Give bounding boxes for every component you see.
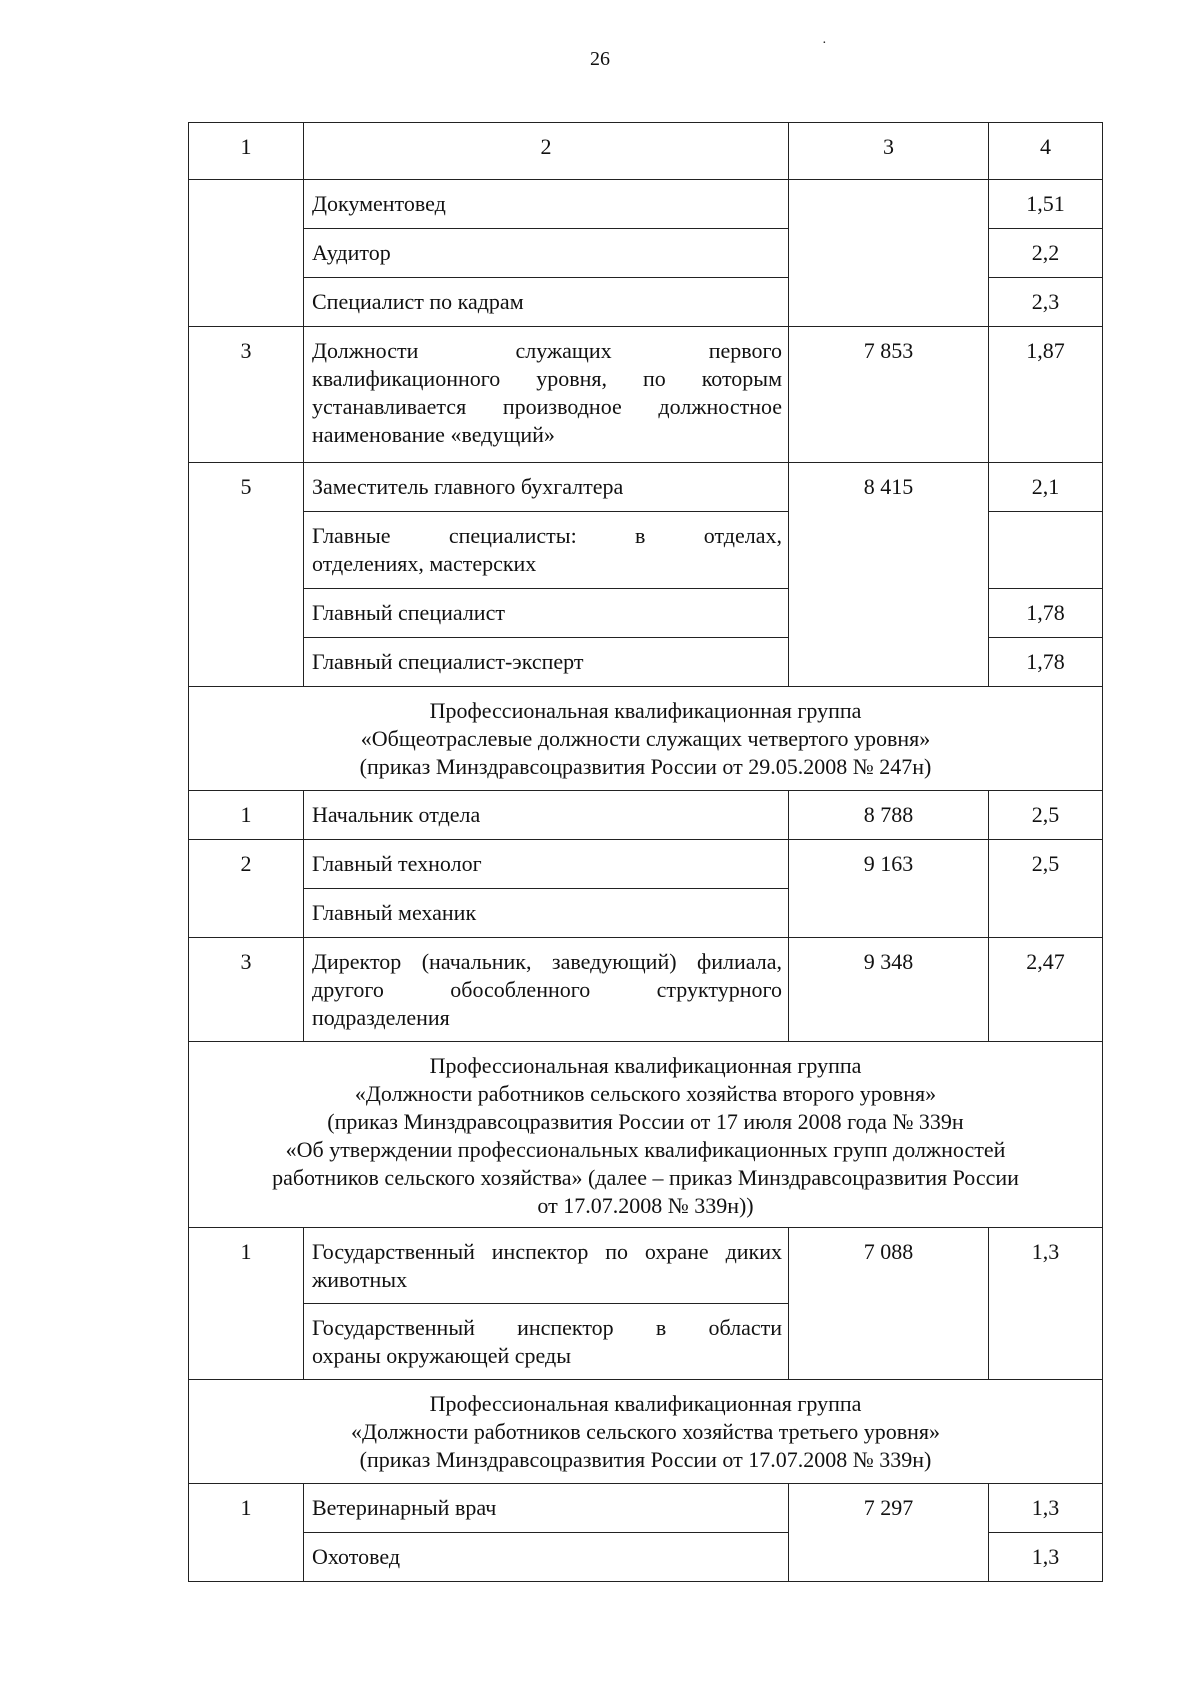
group-heading-line: Профессиональная квалификационная группа [429,698,862,723]
table-row [189,180,1103,229]
position-name-line: Должности служащих первого [312,338,782,363]
group-heading-line: от 17.07.2008 № 339н)) [537,1193,754,1218]
group-heading [189,687,1103,791]
position-name-line: Государственный инспектор по охране диких [312,1239,782,1264]
coefficient: 1,3 [989,1484,1103,1533]
page-number: 26 [590,48,610,70]
group-heading-line: (приказ Минздравсоцразвития России от 29.05.2008 № 247н) [359,754,932,779]
position-name-line: Главные специалисты: в отделах, [312,523,782,548]
salary-cell [789,180,989,327]
coefficient: 1,51 [989,180,1103,229]
coefficient: 2,1 [989,463,1103,512]
coefficient: 1,78 [989,638,1103,687]
group-heading-line: «Об утверждении профессиональных квалификационных групп должностей [285,1137,1006,1162]
group-heading-line: «Должности работников сельского хозяйства второго уровня» [354,1081,937,1106]
position-name-line: подразделения [312,1005,450,1030]
position-name: Главный специалист [304,589,789,638]
position-name [304,512,789,589]
position-name [304,327,789,463]
position-name: Заместитель главного бухгалтера [304,463,789,512]
position-name-line: отделениях, мастерских [312,551,537,576]
position-name: Главный специалист-эксперт [304,638,789,687]
scan-mark: · [822,36,827,51]
row-number: 1 [189,1228,304,1380]
position-name-line: квалификационного уровня, по которым [312,366,782,391]
salary: 7 297 [789,1484,989,1582]
salary: 8 788 [789,791,989,840]
position-name-line: другого обособленного структурного [312,977,782,1002]
position-name-line: Государственный инспектор в области [312,1315,782,1340]
position-name [304,1304,789,1380]
position-name-line: Директор (начальник, заведующий) филиала, [312,949,782,974]
position-name-line: охраны окружающей среды [312,1343,571,1368]
group-heading [189,1380,1103,1484]
position-name [304,1228,789,1304]
salary: 7 853 [789,327,989,463]
table-row [189,1484,1103,1533]
salary: 8 415 [789,463,989,687]
header-col-4: 4 [989,123,1103,180]
group-heading-line: работников сельского хозяйства» (далее – приказ Минздравсоцразвития России [272,1165,1019,1190]
table-row [189,1228,1103,1304]
group-heading-line: «Должности работников сельского хозяйства третьего уровня» [350,1419,941,1444]
coefficient-empty [989,512,1103,589]
position-name: Начальник отдела [304,791,789,840]
group-heading-line: Профессиональная квалификационная группа [429,1391,862,1416]
table-row [189,840,1103,889]
group-heading-row [189,1042,1103,1228]
salary-table [188,122,1103,1582]
group-heading-row [189,687,1103,791]
group-heading-line: (приказ Минздравсоцразвития России от 17.07.2008 № 339н) [359,1447,932,1472]
group-heading [189,1042,1103,1228]
position-name [304,938,789,1042]
group-heading-line: Профессиональная квалификационная группа [429,1053,862,1078]
position-name-line: устанавливается производное должностное [312,394,782,419]
table-row [189,791,1103,840]
salary: 9 348 [789,938,989,1042]
group-heading-row [189,1380,1103,1484]
coefficient: 2,47 [989,938,1103,1042]
coefficient: 2,5 [989,791,1103,840]
coefficient: 1,3 [989,1228,1103,1380]
table-row [189,463,1103,512]
table-header-row [189,123,1103,180]
coefficient: 2,2 [989,229,1103,278]
salary: 7 088 [789,1228,989,1380]
group-heading-line: «Общеотраслевые должности служащих четвертого уровня» [360,726,931,751]
header-col-2: 2 [304,123,789,180]
header-col-1: 1 [189,123,304,180]
position-name-line: животных [312,1267,408,1292]
position-name: Аудитор [304,229,789,278]
table-row [189,938,1103,1042]
position-name: Ветеринарный врач [304,1484,789,1533]
row-number: 3 [189,327,304,463]
row-number: 5 [189,463,304,687]
row-number: 2 [189,840,304,938]
coefficient: 1,3 [989,1533,1103,1582]
coefficient: 2,3 [989,278,1103,327]
position-name: Главный технолог [304,840,789,889]
salary: 9 163 [789,840,989,938]
group-heading-line: (приказ Минздравсоцразвития России от 17 июля 2008 года № 339н [327,1109,964,1134]
position-name: Охотовед [304,1533,789,1582]
row-number: 3 [189,938,304,1042]
position-name: Специалист по кадрам [304,278,789,327]
row-number: 1 [189,791,304,840]
coefficient: 1,78 [989,589,1103,638]
position-name: Документовед [304,180,789,229]
position-name-line: наименование «ведущий» [312,422,555,447]
coefficient: 1,87 [989,327,1103,463]
row-number: 1 [189,1484,304,1582]
header-col-3: 3 [789,123,989,180]
position-name: Главный механик [304,889,789,938]
row-number-cell [189,180,304,327]
coefficient: 2,5 [989,840,1103,938]
table-row [189,327,1103,463]
